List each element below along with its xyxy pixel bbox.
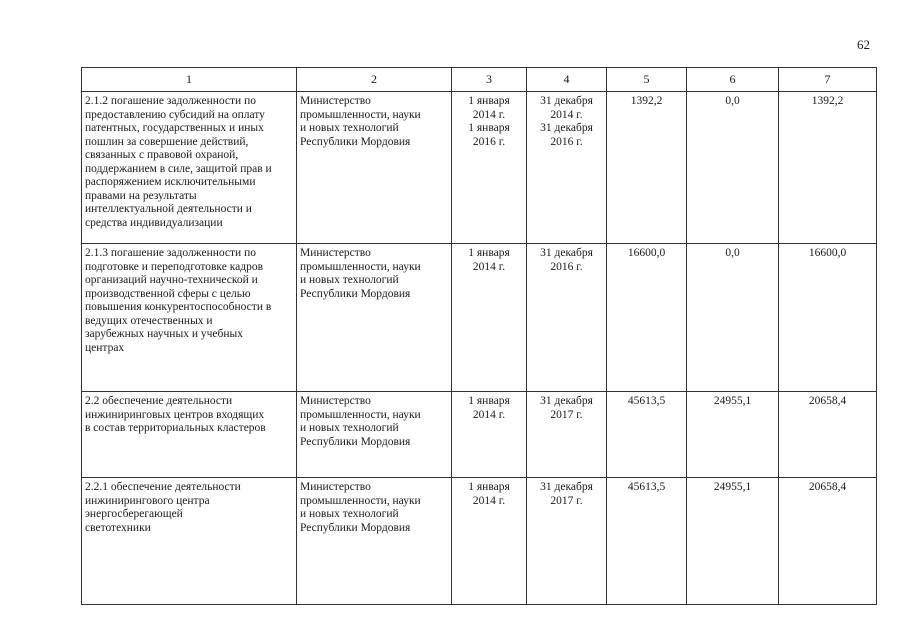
total-amount-cell: 16600,0 xyxy=(607,244,687,392)
total-amount-cell: 45613,5 xyxy=(607,478,687,605)
header-cell: 5 xyxy=(607,68,687,92)
measure-name-cell: 2.1.2 погашение задолженности по предоставлению субсидий на оплату патентных, государственных и иных пошлин за совершение действий, связанных с правовой охраной, поддержанием в силе, защитой прав и распоряжением исключительными правами на результаты интеллектуальной деятельности и средства индивидуализации xyxy=(82,92,297,244)
header-cell: 2 xyxy=(297,68,452,92)
amount-col6-cell: 24955,1 xyxy=(687,478,779,605)
amount-col6-cell: 24955,1 xyxy=(687,392,779,478)
start-date-cell: 1 января 2014 г. xyxy=(452,244,527,392)
header-cell: 7 xyxy=(779,68,877,92)
total-amount-cell: 45613,5 xyxy=(607,392,687,478)
amount-col6-cell: 0,0 xyxy=(687,92,779,244)
amount-col7-cell: 20658,4 xyxy=(779,392,877,478)
start-date-cell: 1 января 2014 г. 1 января 2016 г. xyxy=(452,92,527,244)
end-date-cell: 31 декабря 2017 г. xyxy=(527,478,607,605)
header-cell: 4 xyxy=(527,68,607,92)
table-row xyxy=(82,92,877,244)
table-row xyxy=(82,392,877,478)
end-date-cell: 31 декабря 2014 г. 31 декабря 2016 г. xyxy=(527,92,607,244)
executor-cell: Министерство промышленности, науки и новых технологий Республики Мордовия xyxy=(297,92,452,244)
header-cell: 6 xyxy=(687,68,779,92)
table-row xyxy=(82,478,877,605)
header-cell: 1 xyxy=(82,68,297,92)
executor-cell: Министерство промышленности, науки и новых технологий Республики Мордовия xyxy=(297,392,452,478)
amount-col7-cell: 16600,0 xyxy=(779,244,877,392)
program-table xyxy=(81,67,877,605)
start-date-cell: 1 января 2014 г. xyxy=(452,392,527,478)
start-date-cell: 1 января 2014 г. xyxy=(452,478,527,605)
table-row xyxy=(82,244,877,392)
amount-col7-cell: 1392,2 xyxy=(779,92,877,244)
measure-name-cell: 2.2.1 обеспечение деятельности инжинирингового центра энергосберегающей светотехники xyxy=(82,478,297,605)
measure-name-cell: 2.2 обеспечение деятельности инжиниринговых центров входящих в состав территориальных кластеров xyxy=(82,392,297,478)
end-date-cell: 31 декабря 2017 г. xyxy=(527,392,607,478)
executor-cell: Министерство промышленности, науки и новых технологий Республики Мордовия xyxy=(297,478,452,605)
header-cell: 3 xyxy=(452,68,527,92)
amount-col6-cell: 0,0 xyxy=(687,244,779,392)
header-row xyxy=(82,68,877,92)
page-number: 62 xyxy=(857,37,870,52)
executor-cell: Министерство промышленности, науки и новых технологий Республики Мордовия xyxy=(297,244,452,392)
total-amount-cell: 1392,2 xyxy=(607,92,687,244)
measure-name-cell: 2.1.3 погашение задолженности по подготовке и переподготовке кадров организаций научно-технической и производственной сферы с целью повышения конкурентоспособности в ведущих отечественных и зарубежных научных и учебных центрах xyxy=(82,244,297,392)
amount-col7-cell: 20658,4 xyxy=(779,478,877,605)
end-date-cell: 31 декабря 2016 г. xyxy=(527,244,607,392)
